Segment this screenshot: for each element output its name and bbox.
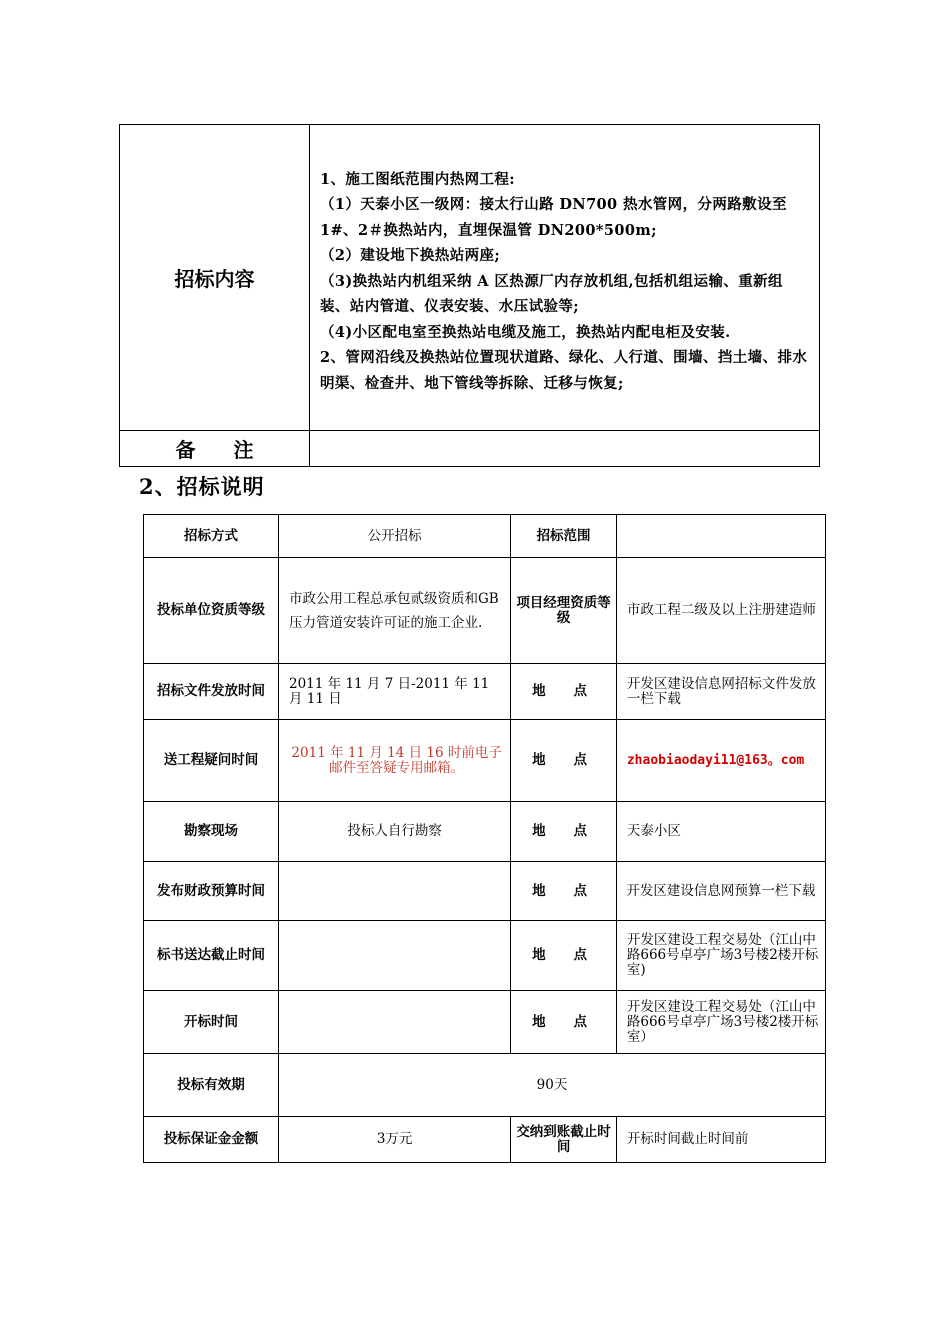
table-row [144,558,826,664]
label-cell: 投标保证金金额 [144,1117,279,1163]
value-cell [279,862,511,921]
label-cell: 招标范围 [511,515,617,558]
bid-info-table [143,514,826,1163]
scope-content [310,125,820,431]
label-cell: 招标方式 [144,515,279,558]
value-cell: 投标人自行勘察 [279,802,511,862]
table-row [144,1054,826,1117]
value-cell: 公开招标 [279,515,511,558]
value-cell: 3万元 [279,1117,511,1163]
value-cell: 开发区建设工程交易处（江山中路666号卓亭广场3号楼2楼开标室) [616,921,825,991]
label-cell: 标书送达截止时间 [144,921,279,991]
scope-table [119,124,820,467]
label-cell: 勘察现场 [144,802,279,862]
value-cell: 市政工程二级及以上注册建造师 [616,558,825,664]
label-cell: 开标时间 [144,991,279,1054]
label-cell: 地点 [511,862,617,921]
label-cell: 地点 [511,720,617,802]
label-cell: 地点 [511,802,617,862]
label-cell: 地点 [511,921,617,991]
scope-line: （3)换热站内机组采纳 A 区热源厂内存放机组,包括机组运输、重新组装、站内管道、仪表安装、水压试验等; [320,272,783,316]
table-row [144,1117,826,1163]
scope-label: 招标内容 [120,125,310,431]
label-cell: 发布财政预算时间 [144,862,279,921]
value-cell: 开发区建设信息网预算一栏下载 [616,862,825,921]
email-link: zhaobiaodayi11@163。com [616,720,825,802]
scope-line: 1、施工图纸范围内热网工程: [320,170,516,188]
value-cell: 开发区建设信息网招标文件发放一栏下载 [616,664,825,720]
table-row [144,664,826,720]
label-cell: 送工程疑问时间 [144,720,279,802]
label-cell: 地点 [511,991,617,1054]
value-cell [616,515,825,558]
scope-line: （4)小区配电室至换热站电缆及施工，换热站内配电柜及安装. [320,323,731,341]
table-row [144,515,826,558]
value-cell: 市政公用工程总承包贰级资质和GB压力管道安装许可证的施工企业. [279,558,511,664]
value-cell: 开标时间截止时间前 [616,1117,825,1163]
table-row [144,862,826,921]
value-cell [279,991,511,1054]
label-cell: 项目经理资质等级 [511,558,617,664]
scope-line: 2、管网沿线及换热站位置现状道路、绿化、人行道、围墙、挡土墙、排水明渠、检查井、地下管线等拆除、迁移与恢复; [320,349,808,392]
section-title: 2、招标说明 [139,474,265,499]
label-cell: 招标文件发放时间 [144,664,279,720]
table-row [144,921,826,991]
label-cell: 投标有效期 [144,1054,279,1117]
value-cell: 开发区建设工程交易处（江山中路666号卓亭广场3号楼2楼开标室） [616,991,825,1054]
label-cell: 交纳到账截止时间 [511,1117,617,1163]
table-row [144,991,826,1054]
table-row [144,802,826,862]
value-cell: 90天 [279,1054,826,1117]
value-cell: 2011 年 11 月 14 日 16 时前电子邮件至答疑专用邮箱。 [279,720,511,802]
label-cell: 地点 [511,664,617,720]
scope-line: （2）建设地下换热站两座; [320,247,501,265]
value-cell: 2011 年 11 月 7 日-2011 年 11 月 11 日 [279,664,511,720]
scope-line: （1）天泰小区一级网：接太行山路 DN700 热水管网，分两路敷设至1#、2＃换热站内，直埋保温管 DN200*500m; [320,196,787,239]
note-value [310,431,820,467]
label-cell: 投标单位资质等级 [144,558,279,664]
value-cell [279,921,511,991]
value-cell: 天泰小区 [616,802,825,862]
table-row [144,720,826,802]
note-label: 备注 [120,431,310,467]
